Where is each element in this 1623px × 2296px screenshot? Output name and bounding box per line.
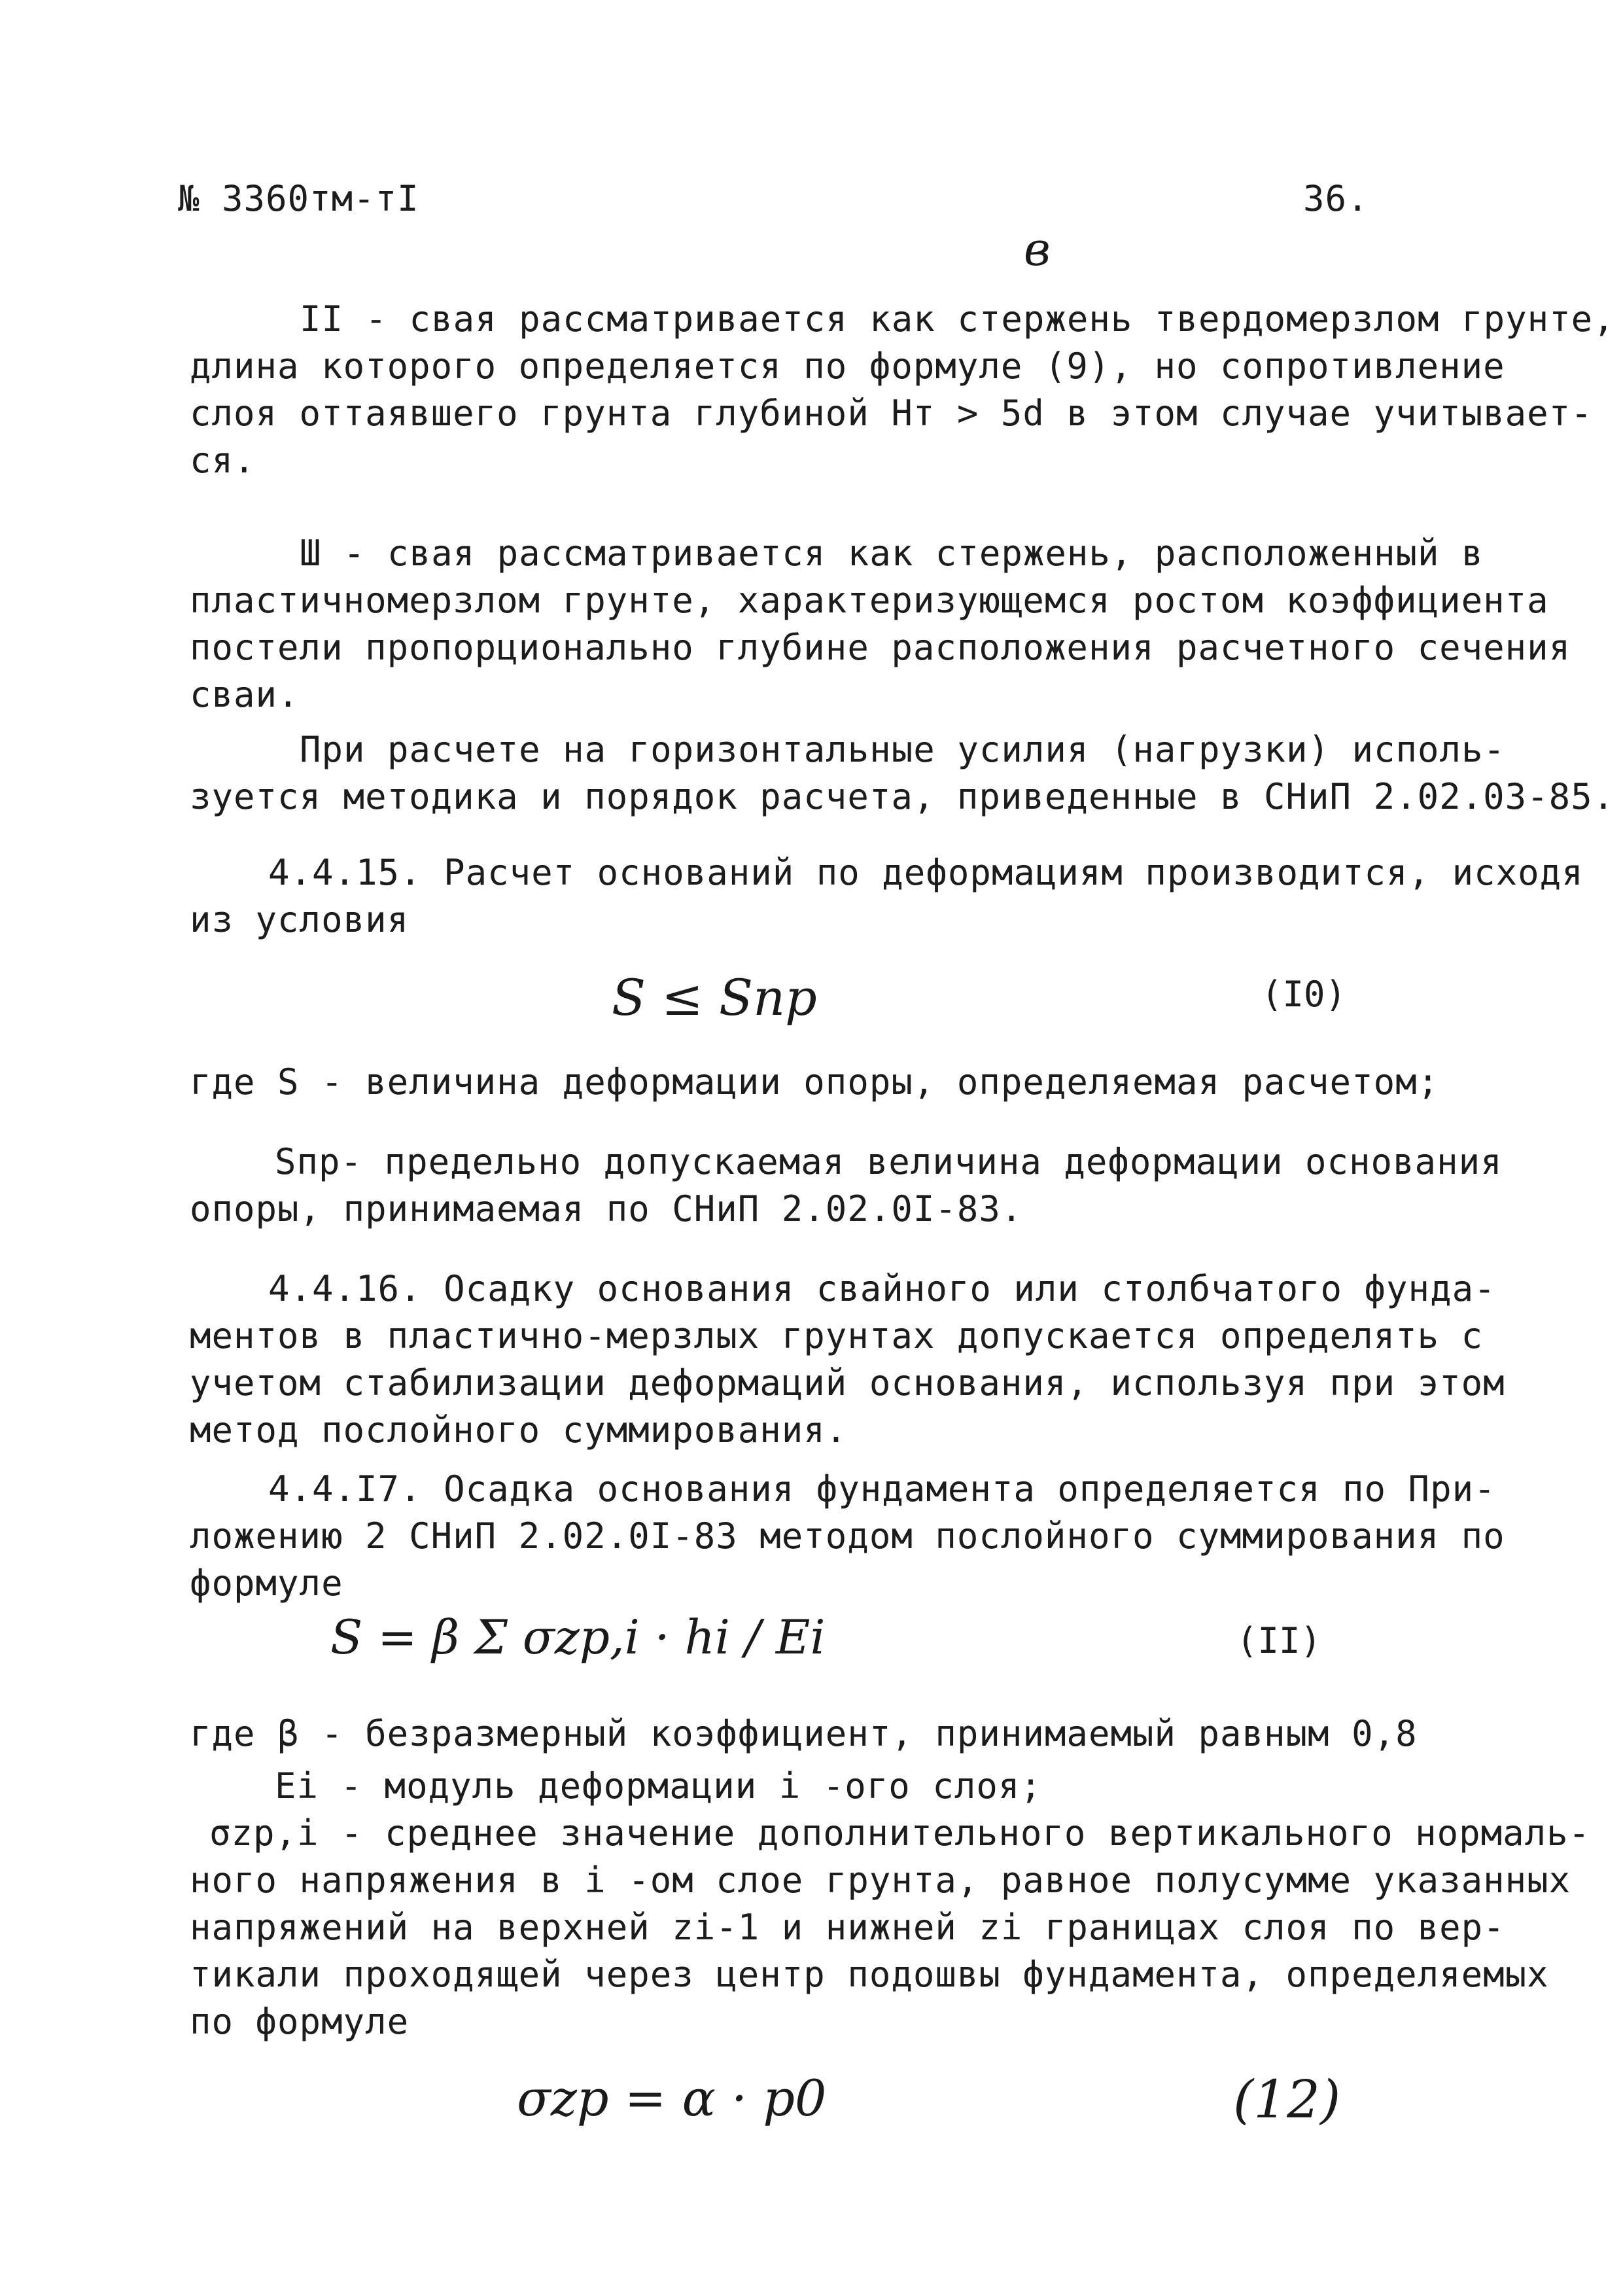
text-line: 4.4.I7. Осадка основания фундамента определяется по При- (268, 1468, 1496, 1510)
text-line: ментов в пластично-мерзлых грунтах допускается определять с (190, 1315, 1484, 1356)
text-line: зуется методика и порядок расчета, приведенные в СНиП 2.02.03-85. (190, 776, 1615, 817)
text-line: пластичномерзлом грунте, характеризующемся ростом коэффициента (190, 580, 1549, 621)
page-number: 36. (1303, 178, 1369, 219)
text-line: 4.4.15. Расчет оснований по деформациям производится, исходя (268, 852, 1584, 893)
formula-12-number: (12) (1233, 2069, 1341, 2130)
formula-10-number: (I0) (1261, 974, 1347, 1015)
text-line: формуле (190, 1563, 343, 1604)
formula-11-number: (II) (1236, 1620, 1322, 1661)
text-line: длина которого определяется по формуле (9), но сопротивление (190, 345, 1505, 387)
text-line: опоры, принимаемая по СНиП 2.02.0I-83. (190, 1188, 1023, 1229)
definition-beta: где β - безразмерный коэффициент, принимаемый равным 0,8 (190, 1713, 1418, 1754)
document-number: № 3360тм-тI (178, 178, 419, 219)
text-line: При расчете на горизонтальные усилия (нагрузки) исполь- (300, 729, 1506, 770)
text-line: слоя оттаявшего грунта глубиной Нт > 5d в этом случае учитывает- (190, 393, 1593, 434)
text-line: 4.4.16. Осадку основания свайного или столбчатого фунда- (268, 1268, 1496, 1309)
text-line: Sпр- предельно допускаемая величина деформации основания (275, 1141, 1503, 1182)
text-line: сваи. (190, 674, 300, 715)
handwritten-insertion: в (1024, 222, 1051, 276)
formula-11: S = β Σ σzp,i · hi / Ei (330, 1610, 826, 1665)
definition-S: где S - величина деформации опоры, определяемая расчетом; (190, 1061, 1440, 1103)
definition-Ei: Ei - модуль деформации i -ого слоя; (275, 1765, 1042, 1807)
text-line: напряжений на верхней zi-1 и нижней zi границах слоя по вер- (190, 1907, 1505, 1948)
formula-10: S ≤ Sпр (612, 968, 817, 1027)
text-line: ного напряжения в i -ом слое грунта, равное полусумме указанных (190, 1860, 1571, 1901)
text-line: постели пропорционально глубине расположения расчетного сечения (190, 627, 1571, 668)
text-line: из условия (190, 899, 410, 940)
text-line: ся. (190, 440, 256, 481)
text-line: по формуле (190, 2001, 410, 2042)
formula-12: σzp = α · p0 (517, 2069, 827, 2127)
text-line: ложению 2 СНиП 2.02.0I-83 методом послойного суммирования по (190, 1515, 1505, 1557)
text-line: метод послойного суммирования. (190, 1409, 848, 1451)
text-line: II - свая рассматривается как стержень твердомерзлом грунте, (300, 298, 1615, 340)
text-line: σzp,i - среднее значение дополнительного вертикального нормаль- (209, 1812, 1591, 1854)
text-line: Ш - свая рассматривается как стержень, расположенный в (300, 533, 1484, 574)
text-line: учетом стабилизации деформаций основания, используя при этом (190, 1362, 1505, 1404)
text-line: тикали проходящей через центр подошвы фундамента, определяемых (190, 1954, 1549, 1995)
